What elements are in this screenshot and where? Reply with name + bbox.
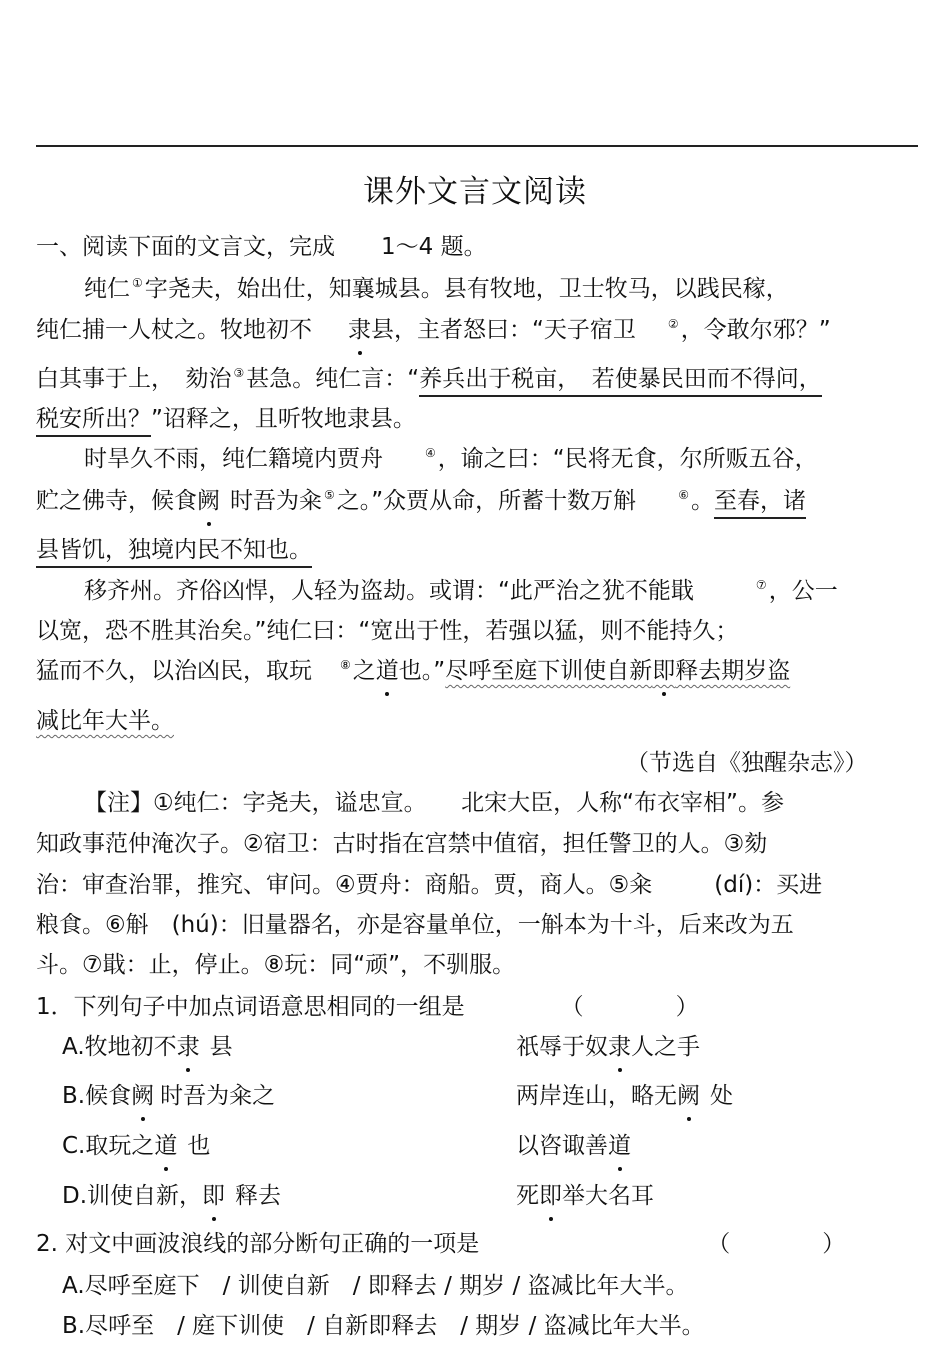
text-run: 治：审查治罪，推究、审问。④贾舟：商船。贾，商人。⑤籴 bbox=[36, 872, 653, 898]
text-run: 祇辱于奴 bbox=[516, 1034, 608, 1060]
passage-line bbox=[36, 486, 806, 516]
footnote-marker: ⑦ bbox=[755, 578, 767, 592]
answer-paren: （ ） bbox=[707, 1231, 846, 1257]
text-run: 。 bbox=[690, 488, 714, 514]
dotted-word: 阙 bbox=[131, 1083, 155, 1109]
text-run: 死 bbox=[516, 1183, 539, 1209]
underlined-text: 至春，诸 bbox=[714, 488, 806, 519]
section-heading: 一、阅读下面的文言文，完成 1～4 题。 bbox=[36, 234, 487, 260]
passage-line bbox=[36, 706, 174, 736]
q1-option-d-right bbox=[516, 1181, 654, 1211]
wavy-text: 减比年大半。 bbox=[36, 708, 174, 734]
text-run: (dí)：买进 bbox=[714, 872, 823, 898]
dotted-word: 隶 bbox=[176, 1034, 200, 1060]
text-run: 以咨诹善 bbox=[516, 1133, 608, 1159]
passage-line bbox=[36, 404, 416, 434]
q1-option-d-left bbox=[62, 1181, 281, 1211]
text-run: ，令敢尔邪？” bbox=[680, 317, 831, 343]
wavy-text: 释去期岁盗 bbox=[675, 658, 791, 684]
q1-option-a-right bbox=[516, 1032, 700, 1062]
q1-option-c-right bbox=[516, 1131, 631, 1161]
note-line: 知政事范仲淹次子。②宿卫：古时指在宫禁中值宿，担任警卫的人。③劾 bbox=[36, 831, 768, 857]
source-citation: （节选自《独醒杂志》） bbox=[626, 750, 868, 776]
passage-line bbox=[36, 616, 738, 646]
text-run: D.训使自新， bbox=[62, 1183, 203, 1209]
text-run: 1．下列句子中加点词语意思相同的一组是 bbox=[36, 994, 465, 1020]
text-run: 两岸连山，略无 bbox=[516, 1083, 677, 1109]
text-run: 也。” bbox=[398, 658, 446, 684]
footnote-marker: ② bbox=[667, 317, 679, 331]
underlined-text: 养兵出于税亩， 若使暴民田而不得问， bbox=[419, 366, 822, 397]
text-run: 字尧夫，始出仕，知襄城县。县有牧地，卫士牧马，以践民稼， bbox=[144, 276, 789, 302]
q1-option-b-left bbox=[62, 1081, 275, 1111]
text-run: 以宽，恐不胜其治矣。”纯仁曰：“宽出于性，若强以猛，则不能持久； bbox=[36, 618, 739, 644]
text-run: 猛而不久，以治凶民，取玩 bbox=[36, 658, 312, 684]
text-run: 举大名耳 bbox=[562, 1183, 654, 1209]
passage-line bbox=[36, 535, 312, 565]
text-run: 释去 bbox=[235, 1183, 282, 1209]
footnote-marker: ⑥ bbox=[678, 488, 689, 502]
top-rule bbox=[36, 145, 918, 147]
text-run: 贮之佛寺，候食 bbox=[36, 488, 197, 514]
note-line: 粮食。⑥斛 (hú)：旧量器名，亦是容量单位，一斛本为十斗，后来改为五 bbox=[36, 912, 794, 938]
dotted-word: 即 bbox=[652, 658, 676, 684]
footnote-marker: ⑤ bbox=[324, 488, 335, 502]
dotted-word: 道 bbox=[608, 1133, 631, 1159]
note-line bbox=[36, 870, 822, 900]
passage-line bbox=[36, 315, 831, 345]
q2-option-b: B.尽呼至 / 庭下训使 / 自新即释去 / 期岁 / 盗减比年大半。 bbox=[62, 1313, 705, 1339]
page-title: 课外文言文阅读 bbox=[363, 174, 587, 210]
note-line: 【注】①纯仁：字尧夫，谥忠宣。 北宋大臣，人称“布衣宰相”。参 bbox=[84, 790, 784, 816]
question-2-stem bbox=[36, 1229, 845, 1259]
dotted-word: 阙 bbox=[197, 488, 220, 514]
passage-line bbox=[84, 274, 789, 304]
footnote-marker: ④ bbox=[425, 446, 436, 460]
passage-line bbox=[84, 444, 818, 474]
dotted-word: 即 bbox=[539, 1183, 562, 1209]
text-run: 白其事于上， 劾治 bbox=[36, 366, 232, 392]
q1-option-b-right bbox=[516, 1081, 733, 1111]
text-run: 甚急。纯仁言：“ bbox=[246, 366, 420, 392]
passage-line bbox=[84, 576, 838, 606]
dotted-word: 道 bbox=[154, 1133, 178, 1159]
q1-option-a-left bbox=[62, 1032, 233, 1062]
note-line: 斗。⑦戢：止，停止。⑧玩：同“顽”，不驯服。 bbox=[36, 952, 516, 978]
q2-option-a: A.尽呼至庭下 / 训使自新 / 即释去 / 期岁 / 盗减比年大半。 bbox=[62, 1273, 689, 1299]
dotted-word: 阙 bbox=[677, 1083, 700, 1109]
text-run: C.取玩之 bbox=[62, 1133, 155, 1159]
text-run: 纯仁 bbox=[84, 276, 130, 302]
text-run: 之 bbox=[352, 658, 376, 684]
dotted-word: 隶 bbox=[348, 317, 371, 343]
footnote-marker: ⑧ bbox=[340, 658, 351, 672]
text-run: 县，主者怒曰：“天子宿卫 bbox=[371, 317, 636, 343]
text-run: 人之手 bbox=[631, 1034, 700, 1060]
underlined-text: 县皆饥，独境内民不知也。 bbox=[36, 537, 312, 568]
dotted-word: 隶 bbox=[608, 1034, 631, 1060]
text-run: 时吾为籴 bbox=[230, 488, 322, 514]
text-run: 2. 对文中画波浪线的部分断句正确的一项是 bbox=[36, 1231, 480, 1257]
text-run: 时吾为籴之 bbox=[160, 1083, 276, 1109]
passage-line bbox=[36, 364, 822, 394]
text-run: 之。”众贾从命，所蓄十数万斛 bbox=[336, 488, 637, 514]
footnote-marker: ① bbox=[132, 276, 143, 290]
text-run: A.牧地初不 bbox=[62, 1034, 177, 1060]
text-run: ，公一 bbox=[768, 578, 838, 604]
passage-line bbox=[36, 656, 790, 686]
text-run: 时旱久不雨，纯仁籍境内贾舟 bbox=[84, 446, 383, 472]
text-run: 县 bbox=[209, 1034, 233, 1060]
text-run: 移齐州。齐俗凶悍，人轻为盗劫。或谓：“此严治之犹不能戢 bbox=[84, 578, 694, 604]
footnote-marker: ③ bbox=[233, 366, 245, 380]
wavy-text: 尽呼至庭下训使自新 bbox=[445, 658, 653, 684]
text-run: B.候食 bbox=[62, 1083, 132, 1109]
text-run: 也 bbox=[187, 1133, 211, 1159]
dotted-word: 即 bbox=[202, 1183, 226, 1209]
text-run: 处 bbox=[710, 1083, 733, 1109]
dotted-word: 道 bbox=[375, 658, 399, 684]
underlined-text: 税安所出？ bbox=[36, 406, 151, 437]
question-1-stem bbox=[36, 992, 699, 1022]
q1-option-c-left bbox=[62, 1131, 210, 1161]
text-run: ”诏释之，且听牧地隶县。 bbox=[151, 406, 416, 432]
answer-paren: （ ） bbox=[560, 994, 699, 1020]
text-run: 纯仁捕一人杖之。牧地初不 bbox=[36, 317, 312, 343]
text-run: ，谕之曰：“民将无食，尔所贩五谷， bbox=[437, 446, 818, 472]
